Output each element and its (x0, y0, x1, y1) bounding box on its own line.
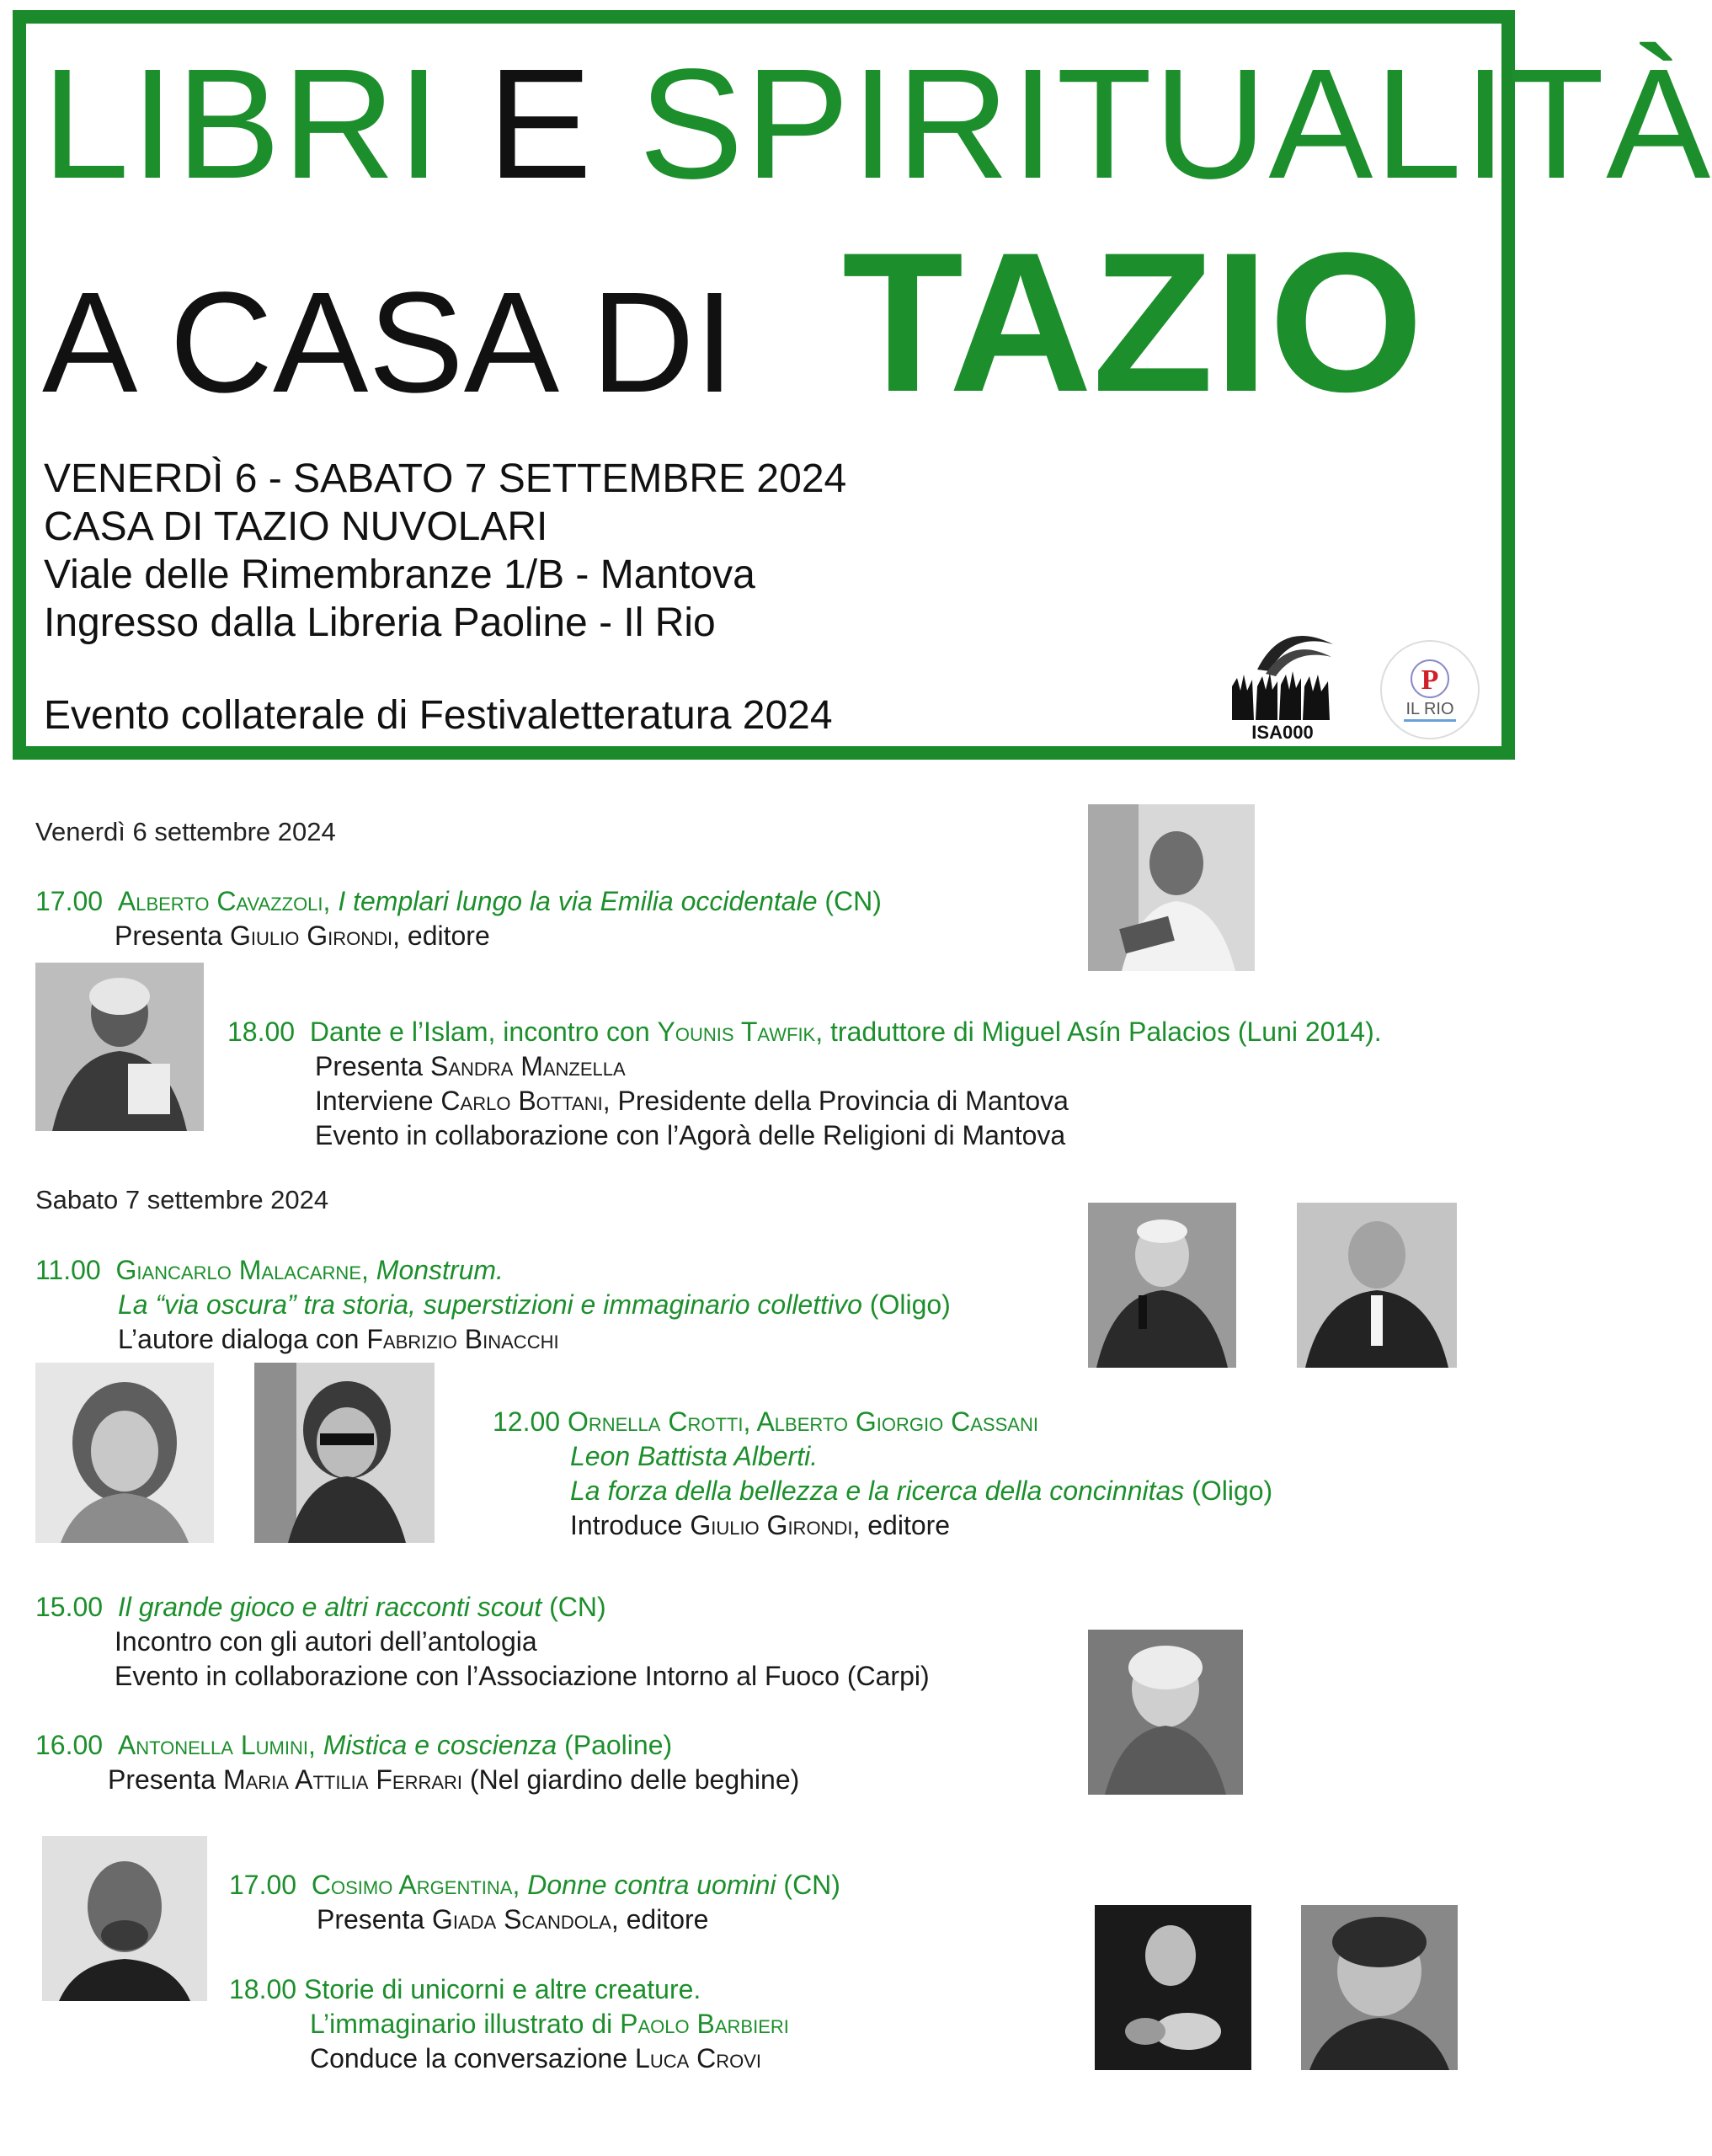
line-text: , editore (611, 1904, 709, 1935)
title-word-e: E (487, 37, 594, 211)
collateral-note: Evento collaterale di Festivaletteratura 2024 (44, 693, 833, 738)
event-title: Monstrum. (376, 1255, 504, 1285)
day2-label: Sabato 7 settembre 2024 (35, 1185, 329, 1214)
line-text: , editore (852, 1510, 951, 1540)
event-author: Cosimo Argentina, (311, 1870, 520, 1900)
info-entrance: Ingresso dalla Libreria Paoline - Il Rio (44, 600, 716, 645)
il-rio-mark: P (1421, 664, 1439, 696)
title-word-spiritualita: SPIRITUALITÀ (638, 37, 1712, 211)
event-day2-1700 (229, 1868, 840, 1937)
event-title: I templari lungo la via Emilia occidentale (338, 886, 818, 916)
line-name: Giulio Girondi (229, 921, 393, 951)
line-name: Maria Attilia Ferrari (222, 1764, 463, 1795)
line-text: Presenta (108, 1764, 223, 1795)
portrait-cosimo-argentina (42, 1836, 207, 2001)
event-title-2: La forza della bellezza e la ricerca della concinnitas (570, 1476, 1185, 1506)
event-title: Storie di unicorni e altre creature. (303, 1974, 701, 2004)
event-author: Younis Tawfik (657, 1017, 816, 1047)
event-author: Antonella Lumini, (117, 1730, 316, 1760)
event-time: 11.00 (35, 1255, 101, 1285)
event-day1-1800 (227, 1015, 1382, 1153)
line-text: L’autore dialoga con (118, 1324, 367, 1354)
event-publisher: (CN) (783, 1870, 840, 1900)
portrait-luca-crovi (1301, 1905, 1458, 2070)
event-publisher: (CN) (824, 886, 882, 916)
event-day2-1500 (35, 1590, 930, 1694)
portrait-younis-tawfik (35, 963, 204, 1131)
event-info (44, 455, 846, 647)
event-publisher: (Oligo) (869, 1289, 951, 1320)
line-text: Evento in collaborazione con l’Agorà delle Religioni di Mantova (315, 1120, 1066, 1150)
line-name: Giada Scandola (431, 1904, 611, 1935)
event-title: Il grande gioco e altri racconti scout (117, 1592, 542, 1622)
event-author: Giancarlo Malacarne, (115, 1255, 369, 1285)
event-time: 18.00 (227, 1017, 296, 1047)
title-word-libri: LIBRI (42, 37, 443, 211)
event-name: Paolo Barbieri (620, 2009, 789, 2039)
event-author: Alberto Cavazzoli, (117, 886, 331, 916)
isa-logo-text: ISA000 (1251, 722, 1314, 743)
event-day2-1200 (493, 1405, 1272, 1543)
line-name: Carlo Bottani (440, 1086, 603, 1116)
event-day1-1700 (35, 884, 882, 953)
line-text: , Presidente della Provincia di Mantova (602, 1086, 1069, 1116)
event-time: 17.00 (229, 1870, 297, 1900)
line-text: Incontro con gli autori dell’antologia (115, 1626, 537, 1657)
line-name: Luca Crovi (635, 2043, 762, 2073)
info-venue: CASA DI TAZIO NUVOLARI (44, 504, 548, 549)
event-time: 16.00 (35, 1730, 104, 1760)
event-time: 17.00 (35, 886, 104, 916)
event-title-2: L’immaginario illustrato di (310, 2009, 621, 2039)
portrait-antonella-lumini (1088, 1630, 1243, 1795)
line-name: Fabrizio Binacchi (366, 1324, 559, 1354)
line-text: Evento in collaborazione con l’Associazione Intorno al Fuoco (Carpi) (115, 1661, 930, 1691)
line-text: Presenta (317, 1904, 432, 1935)
portrait-ornella-crotti (35, 1363, 214, 1543)
event-day2-1100 (35, 1253, 951, 1357)
day1-label: Venerdì 6 settembre 2024 (35, 817, 336, 846)
event-title-2: La “via oscura” tra storia, superstizioni e immaginario collettivo (118, 1289, 862, 1320)
portrait-alberto-cavazzoli (1088, 804, 1255, 971)
line-name: Giulio Girondi (690, 1510, 853, 1540)
line-text: Introduce (570, 1510, 691, 1540)
event-title: Leon Battista Alberti. (570, 1441, 819, 1471)
event-time: 12.00 (493, 1406, 561, 1437)
title-line-1 (42, 37, 1712, 211)
event-title: Mistica e coscienza (323, 1730, 557, 1760)
event-title-post: , traduttore di Miguel Asín Palacios (Luni 2014). (815, 1017, 1382, 1047)
line-text: (Nel giardino delle beghine) (462, 1764, 800, 1795)
event-time: 18.00 (229, 1974, 297, 2004)
event-day2-1600 (35, 1728, 799, 1797)
line-name: Sandra Manzella (429, 1051, 626, 1081)
event-publisher: (Oligo) (1192, 1476, 1273, 1506)
event-day2-1800 (229, 1972, 789, 2076)
il-rio-text: IL RIO (1405, 700, 1454, 718)
il-rio-logo (1379, 638, 1481, 741)
portrait-alberto-giorgio-cassani (254, 1363, 435, 1543)
event-publisher: (CN) (549, 1592, 606, 1622)
event-author: Ornella Crotti, Alberto Giorgio Cassani (567, 1406, 1038, 1437)
portrait-fabrizio-binacchi (1297, 1203, 1457, 1368)
portrait-giancarlo-malacarne (1088, 1203, 1236, 1368)
subtitle-strong: TAZIO (842, 211, 1424, 434)
line-text: Interviene (315, 1086, 441, 1116)
subtitle: A CASA DI (42, 263, 735, 423)
event-title: Dante e l’Islam, incontro con (309, 1017, 658, 1047)
event-publisher: (Paoline) (564, 1730, 673, 1760)
info-dates: VENERDÌ 6 - SABATO 7 SETTEMBRE 2024 (44, 456, 847, 501)
line-text: Conduce la conversazione (310, 2043, 636, 2073)
isa-logo (1224, 619, 1341, 745)
event-time: 15.00 (35, 1592, 104, 1622)
line-text: , editore (392, 921, 490, 951)
line-text: Presenta (315, 1051, 430, 1081)
portrait-paolo-barbieri (1095, 1905, 1251, 2070)
line-text: Presenta (115, 921, 230, 951)
info-address: Viale delle Rimembranze 1/B - Mantova (44, 552, 755, 597)
event-title: Donne contra uomini (527, 1870, 776, 1900)
